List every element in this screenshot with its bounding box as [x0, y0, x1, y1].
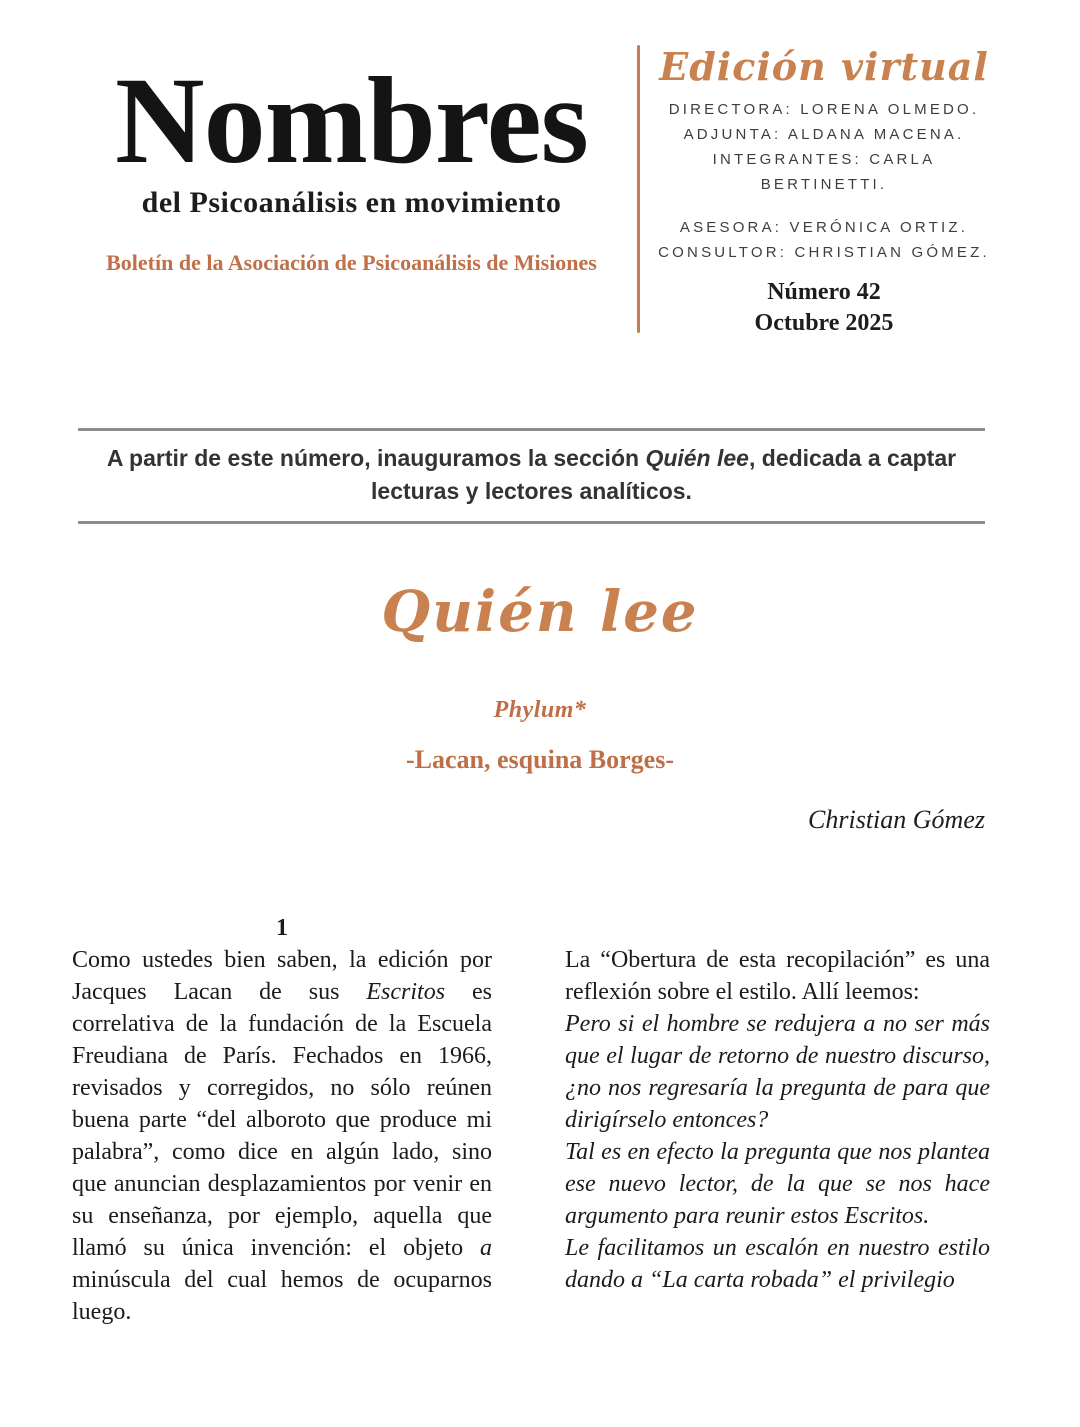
vertical-divider [637, 45, 640, 333]
paragraph-right-1: La “Obertura de esta recopilación” es una reflexión sobre el estilo. Allí leemos: [565, 947, 990, 1005]
article-body [72, 912, 990, 1328]
paragraph-left: Como ustedes bien saben, la edición por Jacques Lacan de sus Escritos es correlativa de la fundación de la Escuela Freudiana de París. Fechados en 1966, revisados y corregidos, no sólo reúnen buena parte “del alboroto que produce mi palabra”, como dice en algún lado, sino que anuncian desplazamientos por venir en su enseñanza, por ejemplo, aquella que llamó su única invención: el objeto a minúscula del cual hemos de ocuparnos luego. [72, 947, 492, 1325]
paragraph-right-4: Le facilitamos un escalón en nuestro estilo dando a “La carta robada” el privilegio [565, 1235, 990, 1293]
credit-line-consultor: CONSULTOR: CHRISTIAN GÓMEZ. [658, 244, 990, 261]
issue-date: Octubre 2025 [754, 310, 894, 336]
edition-credits [648, 97, 1000, 197]
edition-script-title: Edición virtual [659, 44, 989, 89]
section-subtitle-phylum: Phylum* [493, 697, 587, 723]
credit-line-directora: DIRECTORA: LORENA OLMEDO. [668, 101, 980, 118]
section-script-title: Quién lee [381, 579, 699, 645]
publication-title: Nombres [115, 52, 588, 189]
publication-tagline: Boletín de la Asociación de Psicoanálisis de Misiones [106, 250, 597, 276]
announcement-text: A partir de este número, inauguramos la sección Quién lee, dedicada a captar lecturas y lectores analíticos. [106, 445, 957, 504]
credits-spacer [648, 197, 1000, 215]
paragraph-right-2: Pero si el hombre se redujera a no ser más que el lugar de retorno de nuestro discurso, ¿no nos regresaría la pregunta de para que dirigírselo entonces? [565, 1011, 990, 1133]
issue-number: Número 42 [767, 279, 881, 305]
edition-advisors [648, 215, 1000, 265]
section-number: 1 [276, 915, 288, 941]
credit-line-adjunta: ADJUNTA: ALDANA MACENA. [683, 126, 965, 143]
section-subheading: -Lacan, esquina Borges- [406, 745, 674, 774]
masthead [0, 52, 637, 276]
edition-panel [648, 45, 1000, 339]
credit-line-asesora: ASESORA: VERÓNICA ORTIZ. [679, 219, 969, 236]
publication-subtitle: del Psicoanálisis en movimiento [141, 186, 562, 220]
announcement-banner [78, 428, 985, 524]
column-right [565, 912, 990, 1328]
credit-line-integrantes: INTEGRANTES: CARLA BERTINETTI. [712, 151, 936, 193]
paragraph-right-3: Tal es en efecto la pregunta que nos plantea ese nuevo lector, de la que se nos hace argumento para reunir estos Escritos. [565, 1139, 990, 1229]
article-author: Christian Gómez [808, 805, 985, 834]
column-left [72, 912, 492, 1328]
